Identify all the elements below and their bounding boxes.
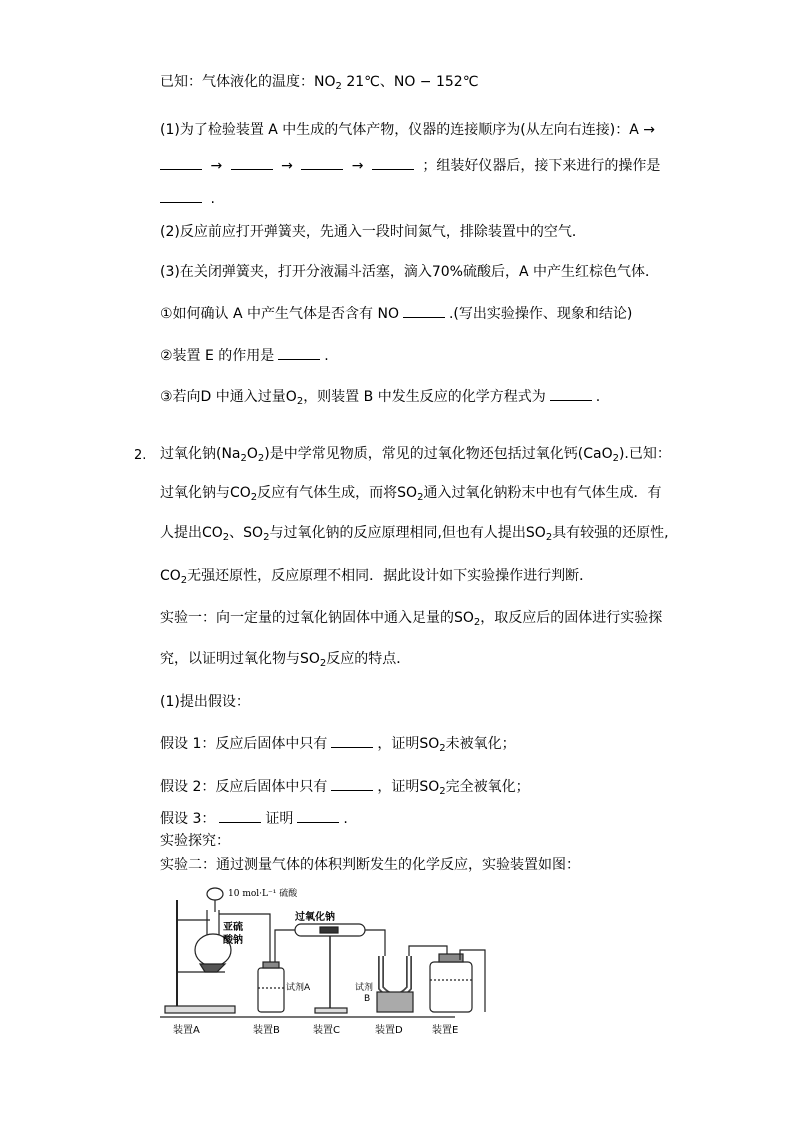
- sulfite-label-2: 酸钠: [223, 935, 243, 946]
- caption-e: 装置E: [432, 1025, 459, 1036]
- apparatus-figure: [155, 880, 495, 1040]
- q1-line2: → → → ；组装好仪器后，接下来进行的操作是: [160, 155, 660, 176]
- q2-line: (2)反应前应打开弹簧夹，先通入一段时间氮气，排除装置中的空气．: [160, 224, 586, 240]
- q1-line3: .: [160, 188, 215, 209]
- p2-line6: 究，以证明过氧化物与$SO_2$反应的特点．: [160, 651, 411, 669]
- answer-blank[interactable]: [297, 808, 339, 823]
- p2-line8: 实验探究：: [160, 833, 230, 849]
- sulfite-solid: [200, 964, 225, 972]
- given-line: 已知：气体液化的温度：$NO_2$ 21℃、NO − 152℃: [160, 74, 479, 92]
- reagent-b-block: [377, 992, 413, 1012]
- answer-blank[interactable]: [278, 345, 320, 360]
- question-number: 2.: [134, 448, 147, 463]
- answer-blank[interactable]: [301, 155, 343, 170]
- tube-bc: [275, 930, 295, 962]
- caption-a: 装置A: [173, 1025, 200, 1036]
- caption-d: 装置D: [375, 1025, 403, 1036]
- sub-question-1: ①如何确认 A 中产生气体是否含有 NO .(写出实验操作、现象和结论): [160, 303, 632, 324]
- u-tube-d: [381, 956, 409, 996]
- answer-blank[interactable]: [160, 155, 202, 170]
- answer-blank[interactable]: [403, 303, 445, 318]
- acid-label: 10 mol·L⁻¹ 硫酸: [228, 889, 298, 899]
- p2-line5: 实验一：向一定量的过氧化钠固体中通入足量的$SO_2$，取反应后的固体进行实验探: [160, 610, 663, 628]
- answer-blank[interactable]: [219, 808, 261, 823]
- reagent-b-label-1: 试剂: [355, 983, 374, 993]
- q3-line: (3)在关闭弹簧夹，打开分液漏斗活塞，滴入70%硫酸后，A 中产生红棕色气体．: [160, 264, 659, 280]
- hypothesis-1: 假设 1：反应后固体中只有 ，证明$SO_2$未被氧化；: [160, 733, 516, 754]
- caption-c: 装置C: [313, 1025, 340, 1036]
- p2-line9: 实验二：通过测量气体的体积判断发生的化学反应，实验装置如图：: [160, 857, 580, 873]
- peroxide-label: 过氧化钠: [295, 912, 335, 923]
- reagent-a-label: 试剂A: [286, 983, 311, 993]
- p2-line3: 人提出$CO_2$、$SO_2$与过氧化钠的反应原理相同,但也有人提出$SO_2$具有较强的还原性,: [160, 525, 669, 543]
- caption-b: 装置B: [253, 1025, 280, 1036]
- answer-blank[interactable]: [331, 776, 373, 791]
- p2-line1: 过氧化钠$(Na_2O_2)$是中学常见物质，常见的过氧化物还包括过氧化钙(CaO$_2$).已知：: [160, 446, 671, 464]
- q1-line1: (1)为了检验装置 A 中生成的气体产物，仪器的连接顺序为(从左向右连接)：A →: [160, 122, 655, 138]
- p2-line7: (1)提出假设：: [160, 694, 250, 710]
- bottle-b: [258, 968, 284, 1012]
- p2-line4: $CO_2$无强还原性，反应原理不相同．据此设计如下实验操作进行判断．: [160, 568, 594, 586]
- bottle-e: [430, 962, 472, 1012]
- dropping-funnel: [207, 888, 223, 900]
- answer-blank[interactable]: [160, 188, 202, 203]
- answer-blank[interactable]: [550, 386, 592, 401]
- reagent-b-label-2: B: [364, 994, 371, 1004]
- hypothesis-2: 假设 2：反应后固体中只有 ，证明$SO_2$完全被氧化；: [160, 776, 530, 797]
- answer-blank[interactable]: [331, 733, 373, 748]
- sulfite-label-1: 亚硫: [223, 922, 243, 933]
- p2-line2: 过氧化钠与$CO_2$反应有气体生成，而将$SO_2$通入过氧化钠粉末中也有气体生成．有: [160, 485, 662, 503]
- answer-blank[interactable]: [231, 155, 273, 170]
- answer-blank[interactable]: [372, 155, 414, 170]
- sub-question-2: ②装置 E 的作用是 .: [160, 345, 329, 366]
- stand-base: [165, 1006, 235, 1013]
- sub-question-3: ③若向D 中通入过量$O_2$，则装置 B 中发生反应的化学方程式为 .: [160, 386, 600, 407]
- hypothesis-3: 假设 3： 证明 .: [160, 808, 348, 829]
